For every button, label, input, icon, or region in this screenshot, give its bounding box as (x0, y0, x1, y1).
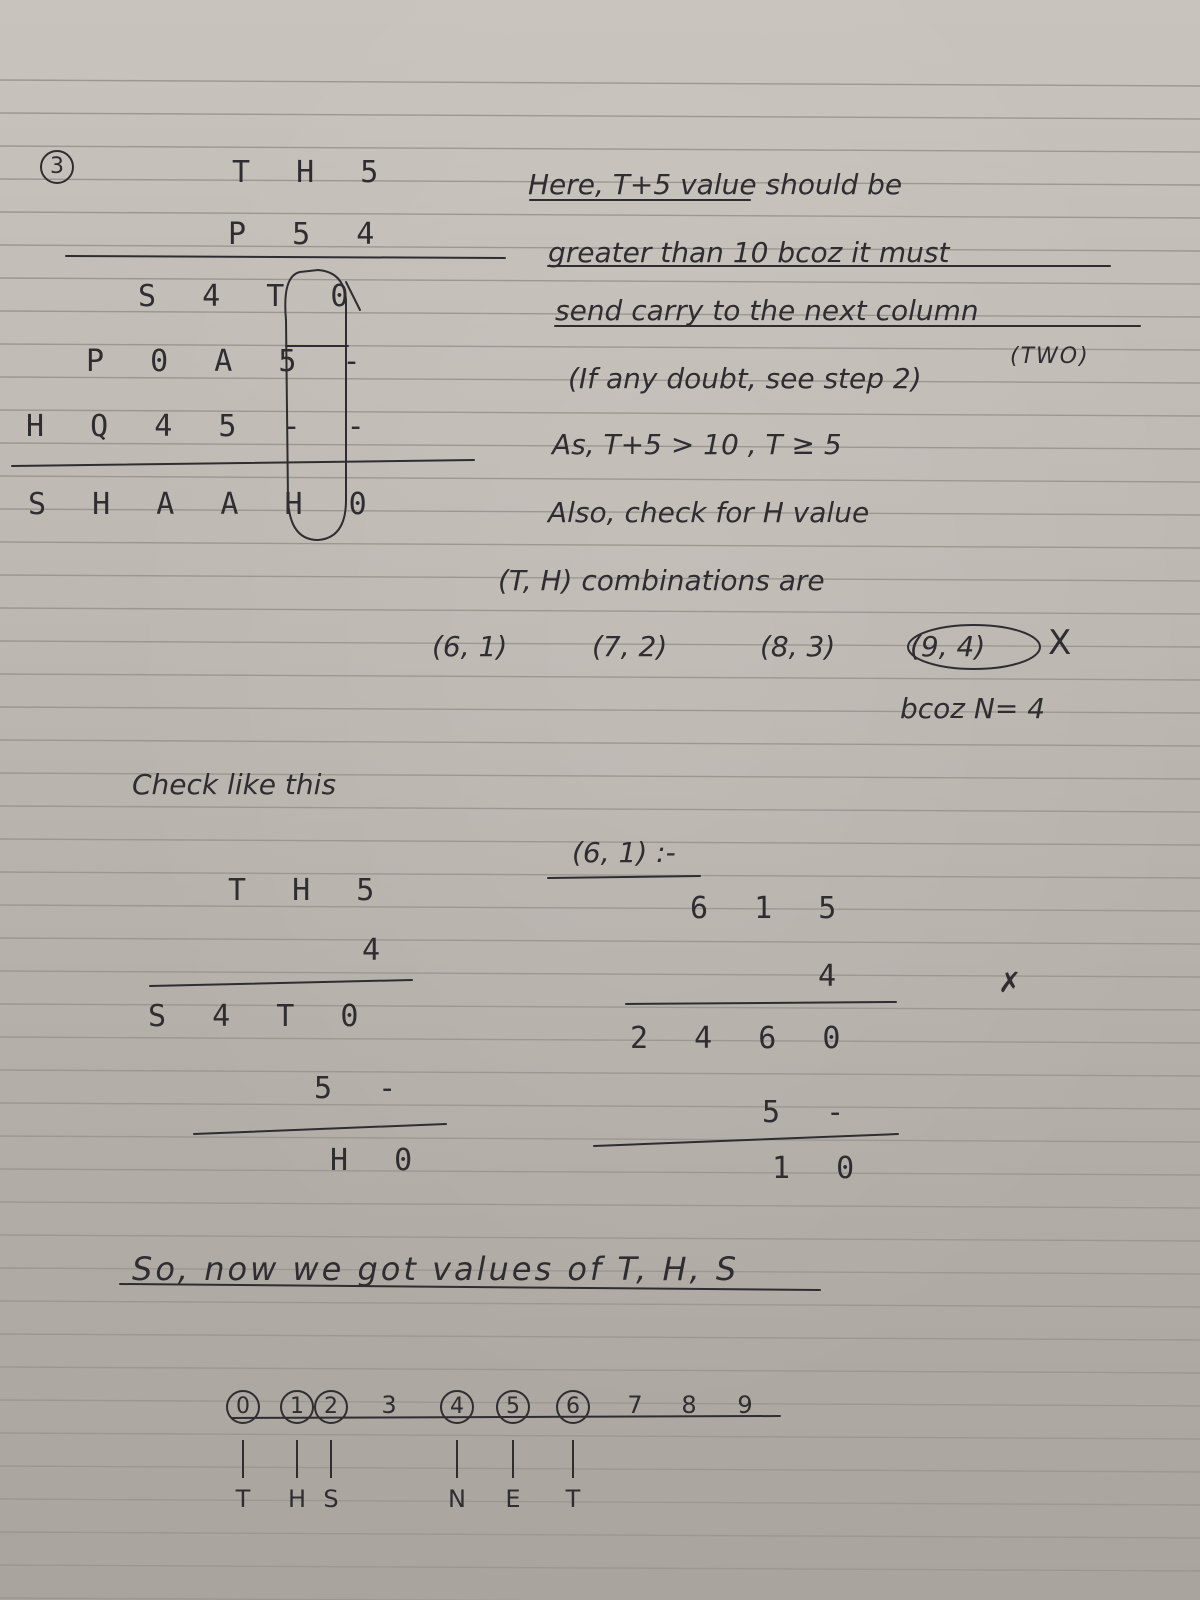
case-label-underline (548, 876, 700, 878)
sum-row-4: P 0 A 5 - (86, 344, 375, 379)
combination-6-1: (6, 1) (432, 630, 508, 663)
sum-row-5: H Q 4 5 - - (26, 409, 379, 444)
conclusion-text: So, now we got values of T, H, S (132, 1250, 740, 1288)
combination-circle (908, 625, 1040, 669)
case-row-3: 2 4 6 0 (630, 1021, 855, 1056)
sum-rule-2 (12, 460, 474, 466)
digit-baseline (232, 1416, 780, 1418)
carry-column-loop (285, 270, 346, 540)
combination-7-2: (7, 2) (592, 630, 668, 663)
cross-mark: X (1048, 623, 1072, 663)
conclusion-underline (120, 1284, 820, 1290)
generic-row-2: 4 (362, 933, 395, 968)
sum-row-1: T H 5 (232, 155, 393, 190)
mapped-letter-n: N (448, 1485, 466, 1513)
digit-9: 9 (737, 1391, 753, 1419)
mapped-letter-t: T (235, 1485, 251, 1513)
explanation-line-5: As, T+5 > 10 , T ≥ 5 (552, 428, 842, 461)
mapped-letter-e: E (505, 1485, 521, 1513)
explanation-line-6: Also, check for H value (548, 496, 870, 529)
carry-divider-right (346, 282, 360, 310)
mapped-letter-t: T (565, 1485, 581, 1513)
problem-number: 3 (40, 150, 74, 184)
case-rule-2 (594, 1134, 898, 1146)
sum-row-3: S 4 T 0 (138, 279, 363, 314)
explanation-line-2: greater than 10 bcoz it must (548, 236, 950, 269)
case-rule-1 (626, 1002, 896, 1004)
generic-rule-2 (194, 1124, 446, 1134)
digit-8: 8 (681, 1391, 697, 1419)
digit-6: 6 (556, 1390, 590, 1424)
generic-row-1: T H 5 (228, 873, 389, 908)
case-mark: ✗ (998, 966, 1022, 999)
sum-row-total: S H A A H 0 (28, 487, 381, 522)
digit-4: 4 (440, 1390, 474, 1424)
case-label: (6, 1) :- (572, 836, 676, 869)
digit-1: 1 (280, 1390, 314, 1424)
digit-2: 2 (314, 1390, 348, 1424)
step-note: (TWO) (1010, 344, 1090, 369)
case-row-4: 5 - (762, 1095, 859, 1130)
sum-row-2: P 5 4 (228, 217, 389, 252)
mapped-letter-h: H (287, 1485, 307, 1513)
combination-8-3: (8, 3) (760, 630, 836, 663)
mapped-letter-s: S (323, 1485, 339, 1513)
reason-note: bcoz N= 4 (900, 692, 1046, 725)
explanation-line-3: send carry to the next column (555, 294, 979, 327)
generic-row-3: S 4 T 0 (148, 999, 373, 1034)
explanation-line-7: (T, H) combinations are (498, 564, 825, 597)
digit-5: 5 (496, 1390, 530, 1424)
digit-0: 0 (226, 1390, 260, 1424)
generic-row-5: H 0 (330, 1143, 427, 1178)
combination-9-4: (9, 4) (910, 630, 986, 663)
case-row-2: 4 (818, 959, 851, 994)
generic-row-4: 5 - (314, 1071, 411, 1106)
check-heading: Check like this (132, 768, 337, 801)
digit-7: 7 (627, 1391, 643, 1419)
sum-rule-1 (66, 256, 505, 258)
explanation-line-4: (If any doubt, see step 2) (568, 362, 922, 395)
digit-3: 3 (381, 1391, 397, 1419)
generic-rule-1 (150, 980, 412, 986)
case-row-5: 1 0 (772, 1151, 869, 1186)
case-row-1: 6 1 5 (690, 891, 851, 926)
explanation-line-1: Here, T+5 value should be (528, 168, 903, 201)
